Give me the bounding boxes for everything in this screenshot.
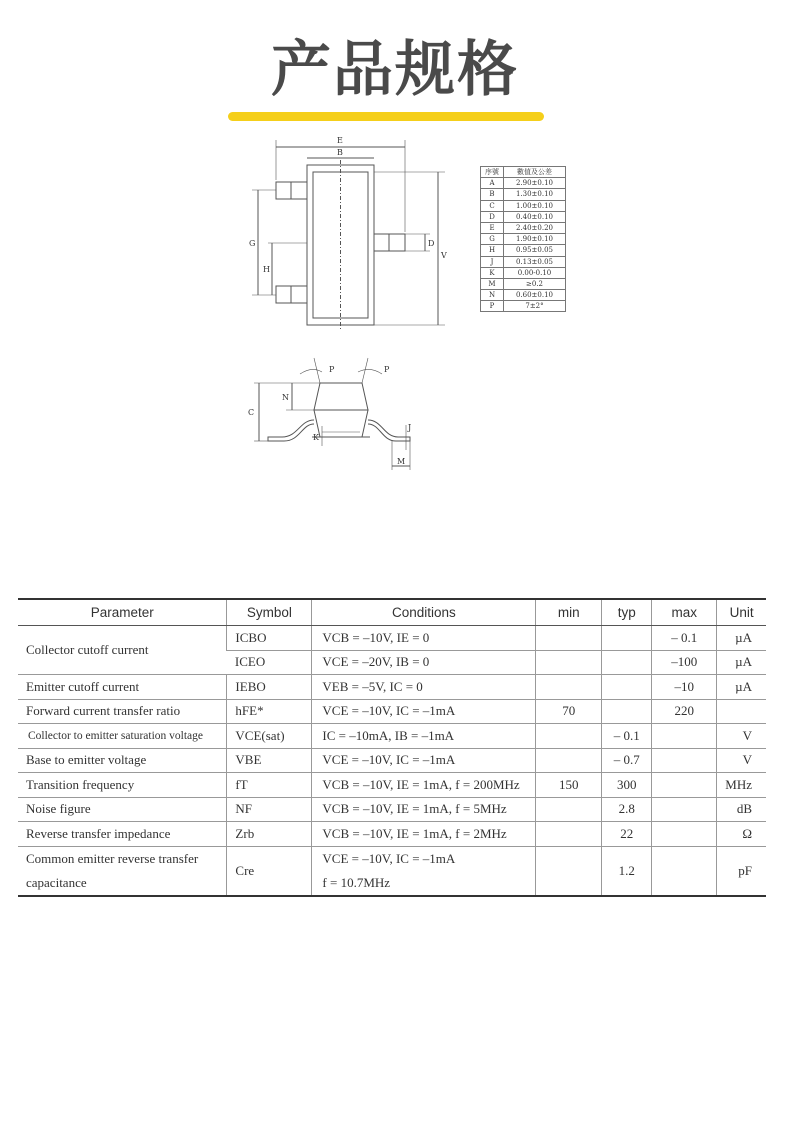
table-row: [481, 301, 566, 312]
dim-key: N: [481, 290, 504, 301]
table-row: [481, 267, 566, 278]
label-v: V: [441, 251, 447, 260]
dim-value: 0.95±0.05: [504, 245, 566, 256]
conditions-cell: VCB = –10V, IE = 1mA, f = 200MHz: [312, 773, 536, 798]
table-row: [481, 211, 566, 222]
header-symbol: Symbol: [227, 599, 312, 626]
label-b: B: [337, 148, 343, 157]
parameter-cell: Collector to emitter saturation voltage: [18, 724, 227, 749]
unit-cell: MHz: [717, 773, 766, 798]
conditions-cell: VCE = –10V, IC = –1mA: [312, 699, 536, 724]
parameter-cell: Noise figure: [18, 797, 227, 822]
dim-key: P: [481, 301, 504, 312]
min-cell: [536, 626, 602, 651]
parameter-cell: Collector cutoff current: [18, 626, 227, 675]
parameter-cell: Common emitter reverse transfer capacitance: [18, 846, 227, 896]
typ-cell: – 0.1: [602, 724, 652, 749]
min-cell: [536, 675, 602, 700]
title-underline: [228, 112, 544, 121]
spec-table-header: [18, 599, 766, 626]
max-cell: [652, 724, 717, 749]
unit-cell: [717, 699, 766, 724]
max-cell: 220: [652, 699, 717, 724]
table-row: [481, 189, 566, 200]
label-p-left: P: [329, 365, 335, 374]
header-conditions: Conditions: [312, 599, 536, 626]
max-cell: [652, 748, 717, 773]
symbol-cell: IEBO: [227, 675, 312, 700]
min-cell: 150: [536, 773, 602, 798]
dim-value: 1.30±0.10: [504, 189, 566, 200]
typ-cell: 1.2: [602, 846, 652, 896]
parameter-cell: Base to emitter voltage: [18, 748, 227, 773]
table-row: [481, 222, 566, 233]
table-row: [481, 290, 566, 301]
max-cell: [652, 797, 717, 822]
table-row: [18, 846, 766, 896]
typ-cell: [602, 626, 652, 651]
typ-cell: [602, 650, 652, 675]
typ-cell: – 0.7: [602, 748, 652, 773]
symbol-cell: ICEO: [227, 650, 312, 675]
parameter-cell: Forward current transfer ratio: [18, 699, 227, 724]
conditions-cell: VCB = –10V, IE = 1mA, f = 5MHz: [312, 797, 536, 822]
symbol-cell: fT: [227, 773, 312, 798]
label-g: G: [249, 239, 256, 248]
dim-key: H: [481, 245, 504, 256]
table-row: [481, 200, 566, 211]
dim-value: 0.60±0.10: [504, 290, 566, 301]
min-cell: [536, 724, 602, 749]
table-row: [18, 748, 766, 773]
dim-header-index: 序號: [481, 167, 504, 178]
table-row: [18, 797, 766, 822]
symbol-cell: hFE*: [227, 699, 312, 724]
dim-key: M: [481, 278, 504, 289]
max-cell: [652, 846, 717, 896]
dim-key: C: [481, 200, 504, 211]
table-row: [18, 773, 766, 798]
label-n: N: [282, 393, 289, 402]
symbol-cell: Zrb: [227, 822, 312, 847]
unit-cell: µA: [717, 626, 766, 651]
dim-value: ≥0.2: [504, 278, 566, 289]
parameter-cell: Reverse transfer impedance: [18, 822, 227, 847]
label-h: H: [263, 265, 270, 274]
dim-key: J: [481, 256, 504, 267]
symbol-cell: VBE: [227, 748, 312, 773]
table-row: [481, 234, 566, 245]
symbol-cell: VCE(sat): [227, 724, 312, 749]
unit-cell: V: [717, 748, 766, 773]
min-cell: 70: [536, 699, 602, 724]
dimension-table-header: [481, 167, 566, 178]
unit-cell: dB: [717, 797, 766, 822]
typ-cell: 300: [602, 773, 652, 798]
conditions-cell: VCB = –10V, IE = 1mA, f = 2MHz: [312, 822, 536, 847]
label-p-right: P: [384, 365, 390, 374]
dim-key: D: [481, 211, 504, 222]
min-cell: [536, 822, 602, 847]
dim-key: B: [481, 189, 504, 200]
dim-key: A: [481, 178, 504, 189]
conditions-cell: VCB = –10V, IE = 0: [312, 626, 536, 651]
conditions-cell: VCE = –20V, IB = 0: [312, 650, 536, 675]
label-e: E: [337, 136, 343, 145]
header-unit: Unit: [717, 599, 766, 626]
table-row: [18, 699, 766, 724]
min-cell: [536, 748, 602, 773]
table-row: [18, 822, 766, 847]
min-cell: [536, 846, 602, 896]
min-cell: [536, 797, 602, 822]
table-row: [18, 675, 766, 700]
table-row: [18, 626, 766, 651]
header-parameter: Parameter: [18, 599, 227, 626]
parameter-cell: Emitter cutoff current: [18, 675, 227, 700]
dim-value: 1.90±0.10: [504, 234, 566, 245]
symbol-cell: Cre: [227, 846, 312, 896]
min-cell: [536, 650, 602, 675]
symbol-cell: NF: [227, 797, 312, 822]
parameter-cell: Transition frequency: [18, 773, 227, 798]
header-typ: typ: [602, 599, 652, 626]
conditions-cell: VCE = –10V, IC = –1mA: [312, 748, 536, 773]
dim-value: 1.00±0.10: [504, 200, 566, 211]
dim-key: G: [481, 234, 504, 245]
dim-value: 7±2°: [504, 301, 566, 312]
label-k: K: [313, 433, 319, 442]
typ-cell: 22: [602, 822, 652, 847]
electrical-spec-table: [18, 598, 766, 897]
dim-key: K: [481, 267, 504, 278]
unit-cell: Ω: [717, 822, 766, 847]
table-row: [481, 178, 566, 189]
label-m: M: [397, 457, 406, 466]
conditions-line-2: f = 10.7MHz: [322, 874, 391, 890]
dim-key: E: [481, 222, 504, 233]
dim-value: 0.13±0.05: [504, 256, 566, 267]
conditions-cell: IC = –10mA, IB = –1mA: [312, 724, 536, 749]
header-max: max: [652, 599, 717, 626]
unit-cell: µA: [717, 650, 766, 675]
conditions-cell: VEB = –5V, IC = 0: [312, 675, 536, 700]
dim-value: 2.90±0.10: [504, 178, 566, 189]
unit-cell: µA: [717, 675, 766, 700]
max-cell: –100: [652, 650, 717, 675]
typ-cell: 2.8: [602, 797, 652, 822]
header-min: min: [536, 599, 602, 626]
max-cell: – 0.1: [652, 626, 717, 651]
unit-cell: V: [717, 724, 766, 749]
dim-value: 2.40±0.20: [504, 222, 566, 233]
table-row: [481, 256, 566, 267]
label-d: D: [428, 239, 435, 248]
max-cell: [652, 822, 717, 847]
max-cell: –10: [652, 675, 717, 700]
label-j: J: [408, 423, 412, 432]
dim-value: 0.00-0.10: [504, 267, 566, 278]
max-cell: [652, 773, 717, 798]
label-c: C: [248, 408, 255, 417]
typ-cell: [602, 675, 652, 700]
dim-header-value: 數值及公差: [504, 167, 566, 178]
dimension-table: [480, 166, 566, 312]
page-title: 产品规格: [271, 35, 519, 105]
symbol-cell: ICBO: [227, 626, 312, 651]
table-row: [18, 724, 766, 749]
table-row: [481, 278, 566, 289]
conditions-cell: [312, 846, 536, 896]
table-row: [481, 245, 566, 256]
typ-cell: [602, 699, 652, 724]
package-outline-drawing: [0, 130, 790, 490]
dim-value: 0.40±0.10: [504, 211, 566, 222]
conditions-line-1: VCE = –10V, IC = –1mA: [322, 850, 456, 866]
unit-cell: pF: [717, 846, 766, 896]
